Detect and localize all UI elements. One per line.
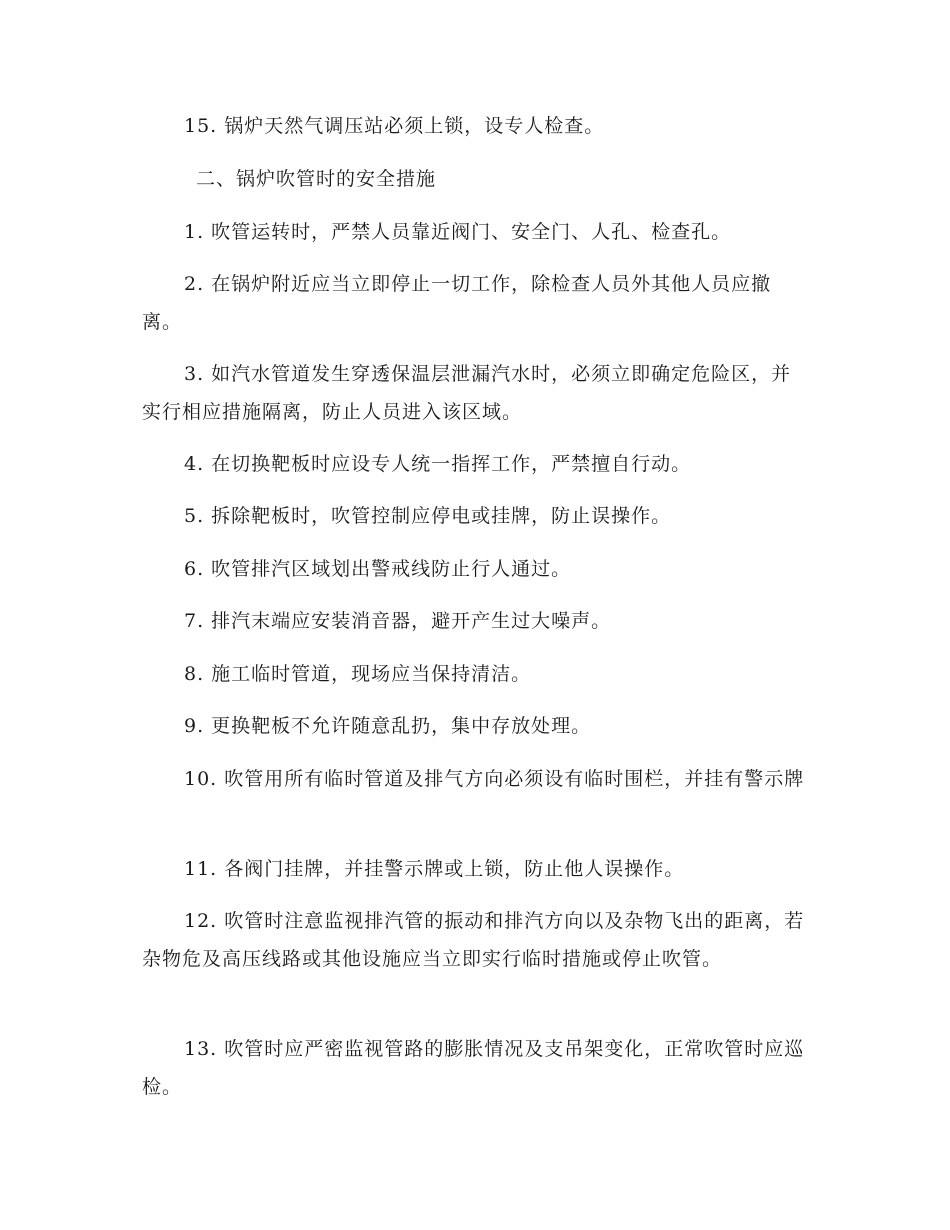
item-4: 4. 在切换靶板时应设专人统一指挥工作，严禁擅自行动。	[184, 453, 692, 475]
item-12: 12. 吹管时注意监视排汽管的振动和排汽方向以及杂物飞出的距离，若杂物危及高压线路或其他设施应当立即实行临时措施或停止吹管。	[142, 910, 805, 970]
item-11: 11. 各阀门挂牌，并挂警示牌或上锁，防止他人误操作。	[184, 858, 685, 880]
item-9: 9. 更换靶板不允许随意乱扔，集中存放处理。	[184, 715, 592, 737]
item-13: 13. 吹管时应严密监视管路的膨胀情况及支吊架变化，正常吹管时应巡检。	[142, 1038, 805, 1098]
item-6: 6. 吹管排汽区域划出警戒线防止行人通过。	[184, 558, 572, 580]
item-7: 7. 排汽末端应安装消音器，避开产生过大噪声。	[184, 610, 612, 632]
section-heading: 二、锅炉吹管时的安全措施	[196, 168, 437, 190]
item-2: 2. 在锅炉附近应当立即停止一切工作，除检查人员外其他人员应撤离。	[142, 273, 772, 333]
item-1: 1. 吹管运转时，严禁人员靠近阀门、安全门、人孔、检查孔。	[184, 221, 732, 243]
item-8: 8. 施工临时管道，现场应当保持清洁。	[184, 663, 532, 685]
item-5: 5. 拆除靶板时，吹管控制应停电或挂牌，防止误操作。	[184, 505, 672, 527]
item-10: 10. 吹管用所有临时管道及排气方向必须设有临时围栏，并挂有警示牌	[184, 768, 805, 790]
item-15: 15. 锅炉天然气调压站必须上锁，设专人检查。	[184, 115, 605, 137]
item-3: 3. 如汽水管道发生穿透保温层泄漏汽水时，必须立即确定危险区，并实行相应措施隔离，防止人员进入该区域。	[142, 363, 792, 423]
